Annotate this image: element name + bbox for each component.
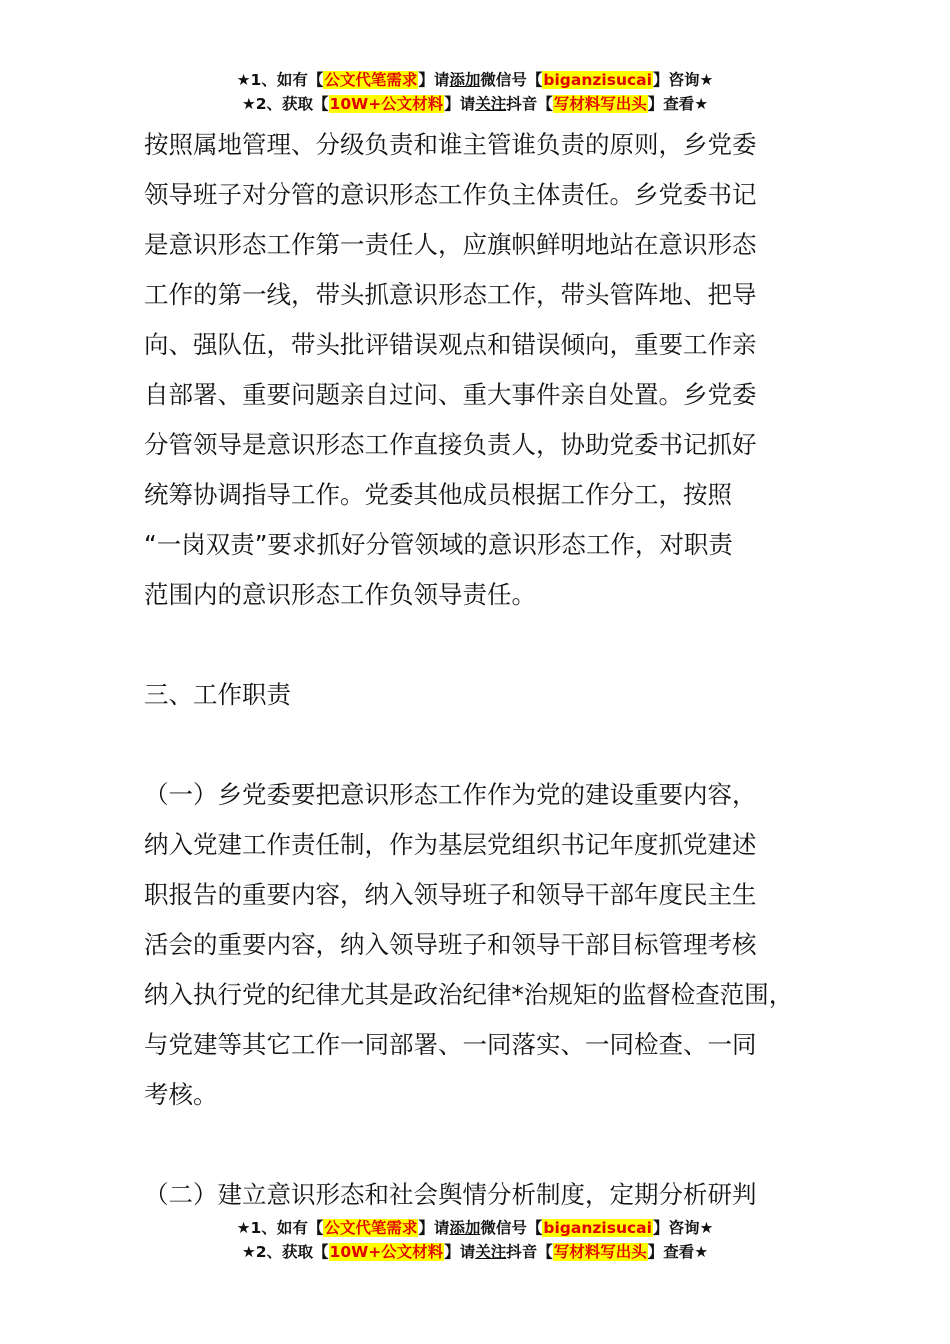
text-line: “一岗双责”要求抓好分管领域的意识形态工作，对职责: [144, 530, 733, 559]
header-banner: [0, 68, 950, 116]
text-line: （一）乡党委要把意识形态工作作为党的建设重要内容，: [144, 780, 757, 809]
banner-highlight: 写材料写出头: [553, 95, 647, 113]
banner-emphasis: 添加: [449, 71, 481, 89]
paragraph-responsibility: [144, 120, 844, 620]
text-line: 按照属地管理、分级负责和谁主管谁负责的原则，乡党委: [144, 130, 757, 159]
text-line: 纳入执行党的纪律尤其是政治纪律*治规矩的监督检查范围，: [144, 980, 794, 1009]
banner-emphasis: 添加: [449, 1219, 481, 1237]
banner-text: 】请: [444, 1243, 476, 1261]
banner-highlight: 写材料写出头: [553, 1243, 647, 1261]
text-line: 领导班子对分管的意识形态工作负主体责任。乡党委书记: [144, 180, 757, 209]
banner-emphasis: 关注: [475, 95, 507, 113]
banner-emphasis: 关注: [475, 1243, 507, 1261]
text-line: 活会的重要内容，纳入领导班子和领导干部目标管理考核: [144, 930, 757, 959]
text-line: 统筹协调指导工作。党委其他成员根据工作分工，按照: [144, 480, 732, 509]
paragraph-item-1: [144, 770, 844, 1120]
text-line: 考核。: [144, 1080, 218, 1109]
text-line: 是意识形态工作第一责任人，应旗帜鲜明地站在意识形态: [144, 230, 757, 259]
banner-highlight: biganzisucai: [543, 71, 652, 89]
banner-text: ★2、获取【: [241, 95, 329, 113]
banner-text: 】咨询★: [652, 71, 714, 89]
banner-text: 抖音【: [506, 95, 553, 113]
text-line: 向、强队伍，带头批评错误观点和错误倾向，重要工作亲: [144, 330, 757, 359]
banner-text: 】请: [444, 95, 476, 113]
banner-highlight: 公文代笔需求: [324, 71, 418, 89]
banner-highlight: 10W+公文材料: [329, 95, 444, 113]
text-line: 与党建等其它工作一同部署、一同落实、一同检查、一同: [144, 1030, 757, 1059]
section-heading: 三、工作职责: [144, 680, 291, 709]
banner-text: 】查看★: [647, 95, 709, 113]
banner-text: 】查看★: [647, 1243, 709, 1261]
banner-text: ★1、如有【: [236, 71, 324, 89]
banner-line-2: [0, 92, 950, 116]
text-line: 范围内的意识形态工作负领导责任。: [144, 580, 536, 609]
spacer: [144, 620, 844, 670]
text-line: 自部署、重要问题亲自过问、重大事件亲自处置。乡党委: [144, 380, 757, 409]
footer-banner: [0, 1216, 950, 1264]
banner-highlight: 公文代笔需求: [324, 1219, 418, 1237]
banner-highlight: biganzisucai: [543, 1219, 652, 1237]
paragraph-item-2: [144, 1170, 844, 1220]
text-line: 分管领导是意识形态工作直接负责人，协助党委书记抓好: [144, 430, 757, 459]
banner-line-2: [0, 1240, 950, 1264]
text-line: 职报告的重要内容，纳入领导班子和领导干部年度民主生: [144, 880, 757, 909]
banner-line-1: [0, 68, 950, 92]
banner-text: 】请: [418, 1219, 450, 1237]
text-line: 纳入党建工作责任制，作为基层党组织书记年度抓党建述: [144, 830, 757, 859]
banner-text: ★2、获取【: [241, 1243, 329, 1261]
document-body: [144, 120, 844, 1220]
banner-text: 微信号【: [480, 1219, 543, 1237]
banner-line-1: [0, 1216, 950, 1240]
banner-text: 抖音【: [506, 1243, 553, 1261]
banner-text: 】咨询★: [652, 1219, 714, 1237]
spacer: [144, 1120, 844, 1170]
banner-text: 】请: [418, 71, 450, 89]
banner-highlight: 10W+公文材料: [329, 1243, 444, 1261]
banner-text: ★1、如有【: [236, 1219, 324, 1237]
text-line: （二）建立意识形态和社会舆情分析制度，定期分析研判: [144, 1180, 757, 1209]
text-line: 工作的第一线，带头抓意识形态工作，带头管阵地、把导: [144, 280, 757, 309]
banner-text: 微信号【: [480, 71, 543, 89]
spacer: [144, 720, 844, 770]
